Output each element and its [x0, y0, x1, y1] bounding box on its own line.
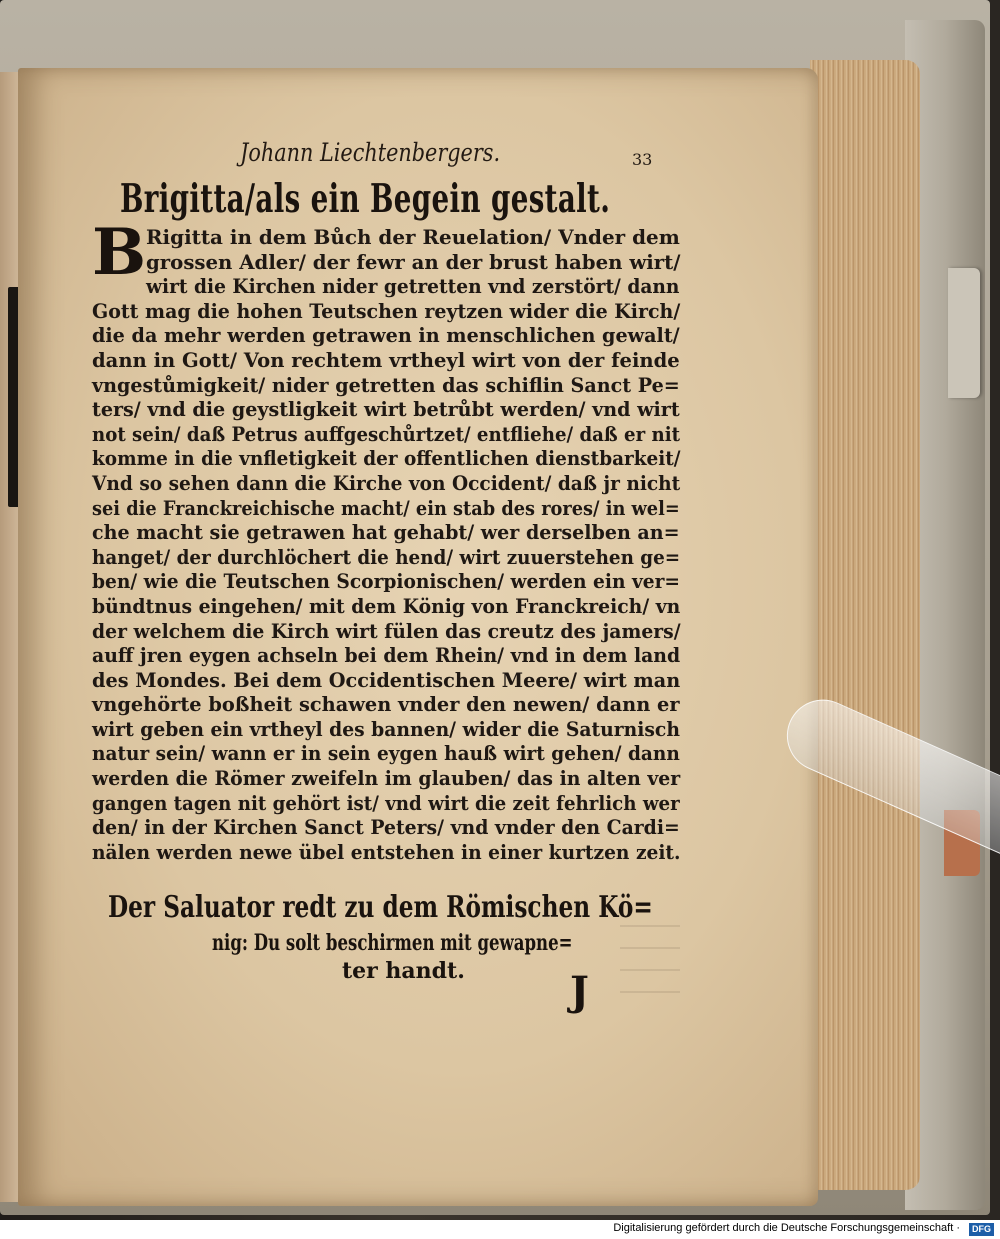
text-line: Vnd so sehen dann die Kirche von Occident/ daß jr nicht — [92, 471, 681, 495]
text-line: ters/ vnd die geystligkeit wirt betrůbt werden/ vnd wirt — [92, 398, 680, 422]
text-line: bündtnus eingehen/ mit dem König von Franckreich/ vn — [92, 594, 681, 618]
text-line: hanget/ der durchlöchert die hend/ wirt zuuerstehen ge= — [92, 545, 681, 569]
text-line: wirt geben ein vrtheyl des bannen/ wider die Saturnisch — [92, 717, 680, 741]
text-line: auff jren eygen achseln bei dem Rhein/ vnd in dem land — [92, 644, 681, 668]
subheading-line-3: ter handt. — [342, 958, 465, 984]
clasp-tab — [948, 268, 980, 398]
text-line: not sein/ daß Petrus auffgeschůrtzet/ entfliehe/ daß er nit — [92, 422, 681, 446]
text-line: des Mondes. Bei dem Occidentischen Meere/ wirt man — [92, 668, 681, 692]
section-heading: Brigitta/als ein Begein gestalt. — [120, 176, 611, 222]
footer-bar — [0, 1220, 1000, 1239]
text-line: die da mehr werden getrawen in menschlichen gewalt/ — [92, 324, 680, 348]
funding-credit: Digitalisierung gefördert durch die Deutsche Forschungsgemeinschaft · — [613, 1222, 960, 1234]
text-line: Gott mag die hohen Teutschen reytzen wider die Kirch/ — [92, 299, 681, 323]
text-line: vngestůmigkeit/ nider getretten das schiflin Sanct Pe= — [92, 373, 680, 397]
text-line: nälen werden newe übel entstehen in einer kurtzen zeit. — [92, 840, 681, 864]
page-edges — [810, 60, 920, 1190]
subheading-line-2: nig: Du solt beschirmen mit gewapne= — [212, 930, 573, 956]
drop-capital: B — [92, 215, 147, 290]
text-line: dann in Gott/ Von rechtem vrtheyl wirt von der feinde — [92, 348, 680, 372]
text-line: komme in die vnfletigkeit der offentlichen dienstbarkeit/ — [92, 447, 681, 471]
text-line: wirt die Kirchen nider getretten vnd zerstört/ dann — [146, 275, 680, 299]
text-line: natur sein/ wann er in sein eygen hauß wirt gehen/ dann — [92, 742, 680, 766]
running-head: Johann Liechtenbergers. — [240, 138, 501, 167]
text-line: der welchem die Kirch wirt fülen das creutz des jamers/ — [92, 619, 681, 643]
body-text — [92, 215, 692, 865]
text-line: grossen Adler/ der fewr an der brust haben wirt/ — [146, 250, 681, 274]
catchword: J — [570, 968, 589, 1015]
show-through-text — [620, 925, 680, 1005]
text-line: che macht sie getrawen hat gehabt/ wer derselben an= — [92, 521, 680, 545]
text-line: ben/ wie die Teutschen Scorpionischen/ werden ein ver= — [92, 570, 681, 594]
text-line: werden die Römer zweifeln im glauben/ das in alten ver — [92, 767, 681, 791]
text-line: vngehörte boßheit schawen vnder den newen/ dann er — [92, 693, 680, 717]
text-line: gangen tagen nit gehört ist/ vnd wirt die zeit fehrlich wer — [92, 791, 680, 815]
text-line: sei die Franckreichische macht/ ein stab des rores/ in wel= — [92, 496, 680, 520]
subheading-line-1: Der Saluator redt zu dem Römischen Kö= — [108, 890, 653, 925]
text-line: den/ in der Kirchen Sanct Peters/ vnd vnder den Cardi= — [92, 816, 680, 840]
dfg-logo: DFG — [969, 1223, 994, 1236]
text-line: Rigitta in dem Bůch der Reuelation/ Vnder dem — [146, 226, 680, 249]
page-number: 33 — [632, 150, 653, 169]
